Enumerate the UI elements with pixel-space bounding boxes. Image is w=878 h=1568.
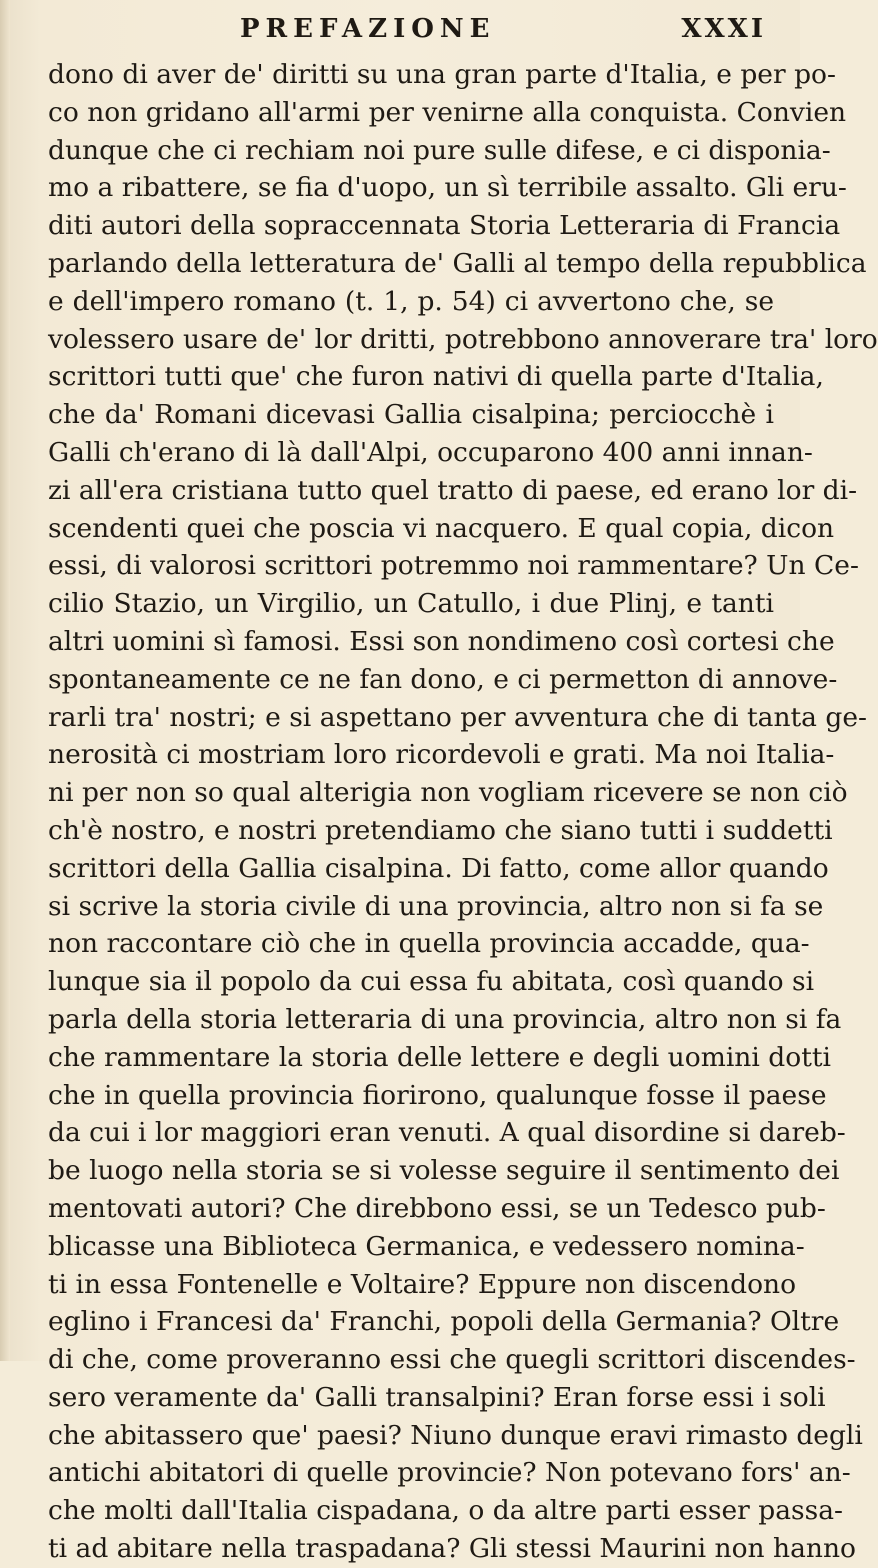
page-header [0, 14, 800, 46]
text-line: diti autori della sopraccennata Storia Letteraria di Francia [48, 210, 841, 242]
text-line: antichi abitatori di quelle provincie? Non potevano fors' an- [48, 1457, 851, 1489]
body-text [48, 56, 878, 1568]
text-line: nerosità ci mostriam loro ricordevoli e grati. Ma noi Italia- [48, 739, 835, 771]
text-line: parlando della letteratura de' Galli al tempo della repubblica [48, 247, 867, 279]
text-line: non raccontare ciò che in quella provincia accadde, qua- [48, 928, 810, 960]
text-line: che in quella provincia fiorirono, qualunque fosse il paese [48, 1079, 827, 1111]
text-line: blicasse una Biblioteca Germanica, e vedessero nomina- [48, 1230, 805, 1262]
text-line: cilio Stazio, un Virgilio, un Catullo, i due Plinj, e tanti [48, 588, 774, 620]
text-line: si scrive la storia civile di una provincia, altro non si fa se [48, 890, 824, 922]
text-line: Galli ch'erano di là dall'Alpi, occuparono 400 anni innan- [48, 436, 813, 468]
text-line: che da' Romani dicevasi Gallia cisalpina; perciocchè i [48, 399, 774, 431]
text-line: ni per non so qual alterigia non vogliam ricevere se non ciò [48, 777, 848, 809]
page-gutter [0, 0, 10, 1361]
text-line: volessero usare de' lor dritti, potrebbono annoverare tra' loro [48, 323, 878, 355]
text-line: lunque sia il popolo da cui essa fu abitata, così quando si [48, 966, 815, 998]
text-line: eglino i Francesi da' Franchi, popoli della Germania? Oltre [48, 1306, 840, 1338]
text-line: mo a ribattere, se fia d'uopo, un sì terribile assalto. Gli eru- [48, 172, 847, 204]
text-line: essi, di valorosi scrittori potremmo noi rammentare? Un Ce- [48, 550, 859, 582]
text-line: be luogo nella storia se si volesse seguire il sentimento dei [48, 1155, 840, 1187]
text-line: scrittori della Gallia cisalpina. Di fatto, come allor quando [48, 852, 829, 884]
text-line: spontaneamente ce ne fan dono, e ci permetton di annove- [48, 663, 838, 695]
page-number: XXXI [681, 14, 766, 44]
text-line: co non gridano all'armi per venirne alla conquista. Convien [48, 96, 847, 128]
text-line: e dell'impero romano (t. 1, p. 54) ci avvertono che, se [48, 285, 774, 317]
text-line: dono di aver de' diritti su una gran parte d'Italia, e per po- [48, 59, 836, 90]
text-line: scrittori tutti que' che furon nativi di quella parte d'Italia, [48, 361, 824, 393]
text-line: dunque che ci rechiam noi pure sulle difese, e ci disponia- [48, 134, 831, 166]
text-line: mentovati autori? Che direbbono essi, se un Tedesco pub- [48, 1192, 826, 1224]
text-line: che molti dall'Italia cispadana, o da altre parti esser passa- [48, 1495, 843, 1527]
text-line: zi all'era cristiana tutto quel tratto di paese, ed erano lor di- [48, 474, 858, 506]
text-line: di che, come proveranno essi che quegli scrittori discendes- [48, 1344, 856, 1376]
text-line: ch'è nostro, e nostri pretendiamo che siano tutti i suddetti [48, 814, 833, 846]
text-line: che abitassero que' paesi? Niuno dunque eravi rimasto degli [48, 1419, 863, 1451]
text-line: parla della storia letteraria di una provincia, altro non si fa [48, 1003, 842, 1035]
text-line: scendenti quei che poscia vi nacquero. E qual copia, dicon [48, 512, 835, 544]
text-line: ti in essa Fontenelle e Voltaire? Eppure non discendono [48, 1268, 797, 1300]
text-line: che rammentare la storia delle lettere e degli uomini dotti [48, 1041, 831, 1073]
text-line: rarli tra' nostri; e si aspettano per avventura che di tanta ge- [48, 701, 867, 733]
text-line: sero veramente da' Galli transalpini? Eran forse essi i soli [48, 1381, 826, 1413]
text-line: da cui i lor maggiori eran venuti. A qual disordine si dareb- [48, 1117, 846, 1149]
text-line: ti ad abitare nella traspadana? Gli stessi Maurini non hanno [48, 1533, 857, 1565]
running-title: PREFAZIONE [240, 14, 496, 44]
text-line: altri uomini sì famosi. Essi son nondimeno così cortesi che [48, 625, 835, 657]
